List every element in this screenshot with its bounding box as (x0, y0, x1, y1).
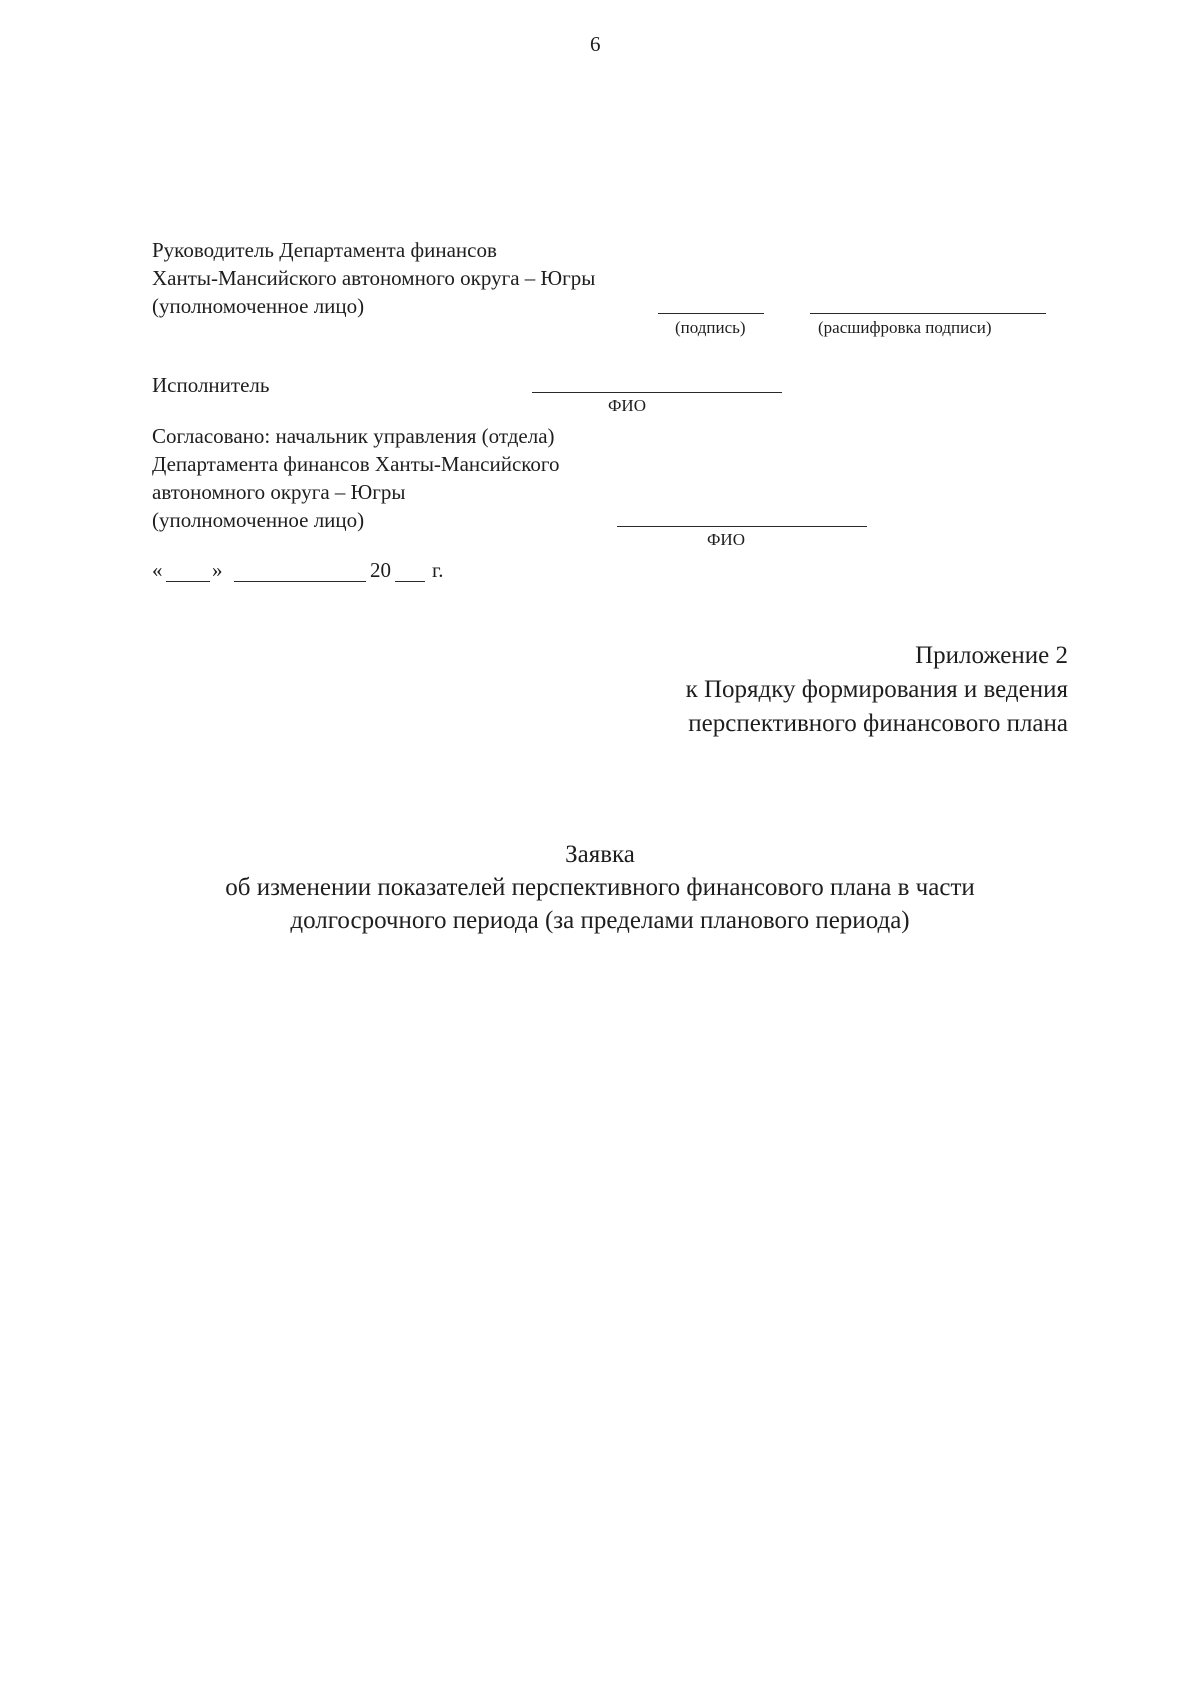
appendix-line-2: к Порядку формирования и ведения (685, 676, 1068, 703)
year-prefix: 20 (370, 558, 391, 582)
agreed-line (617, 526, 867, 527)
agreed-line-4: (уполномоченное лицо) (152, 508, 365, 532)
month-blank (234, 581, 366, 582)
executor-fio-caption: ФИО (608, 396, 646, 415)
agreed-fio-caption: ФИО (707, 530, 745, 549)
agreed-line-1: Согласовано: начальник управления (отдела) (152, 424, 555, 448)
appendix-line-1: Приложение 2 (915, 642, 1068, 669)
signature-caption: (подпись) (675, 318, 746, 337)
executor-line (532, 392, 782, 393)
document-subtitle-line-2: долгосрочного периода (за пределами планового периода) (290, 907, 910, 934)
page-number: 6 (590, 32, 601, 56)
head-position-line-3: (уполномоченное лицо) (152, 294, 365, 318)
document-title: Заявка (565, 841, 635, 868)
appendix-line-3: перспективного финансового плана (688, 710, 1068, 737)
agreed-line-2: Департамента финансов Ханты-Мансийского (152, 452, 560, 476)
executor-label: Исполнитель (152, 373, 270, 397)
head-position-line-1: Руководитель Департамента финансов (152, 238, 497, 262)
signature-decoding-line (810, 313, 1046, 314)
document-subtitle-line-1: об изменении показателей перспективного финансового плана в части (225, 874, 975, 901)
agreed-line-3: автономного округа – Югры (152, 480, 406, 504)
year-suffix: г. (432, 558, 444, 582)
day-blank (166, 581, 210, 582)
date-open-quote: « (152, 558, 163, 582)
signature-line (658, 313, 764, 314)
date-close-quote: » (212, 558, 223, 582)
year-blank (395, 581, 425, 582)
signature-decoding-caption: (расшифровка подписи) (818, 318, 992, 337)
head-position-line-2: Ханты-Мансийского автономного округа – Югры (152, 266, 596, 290)
